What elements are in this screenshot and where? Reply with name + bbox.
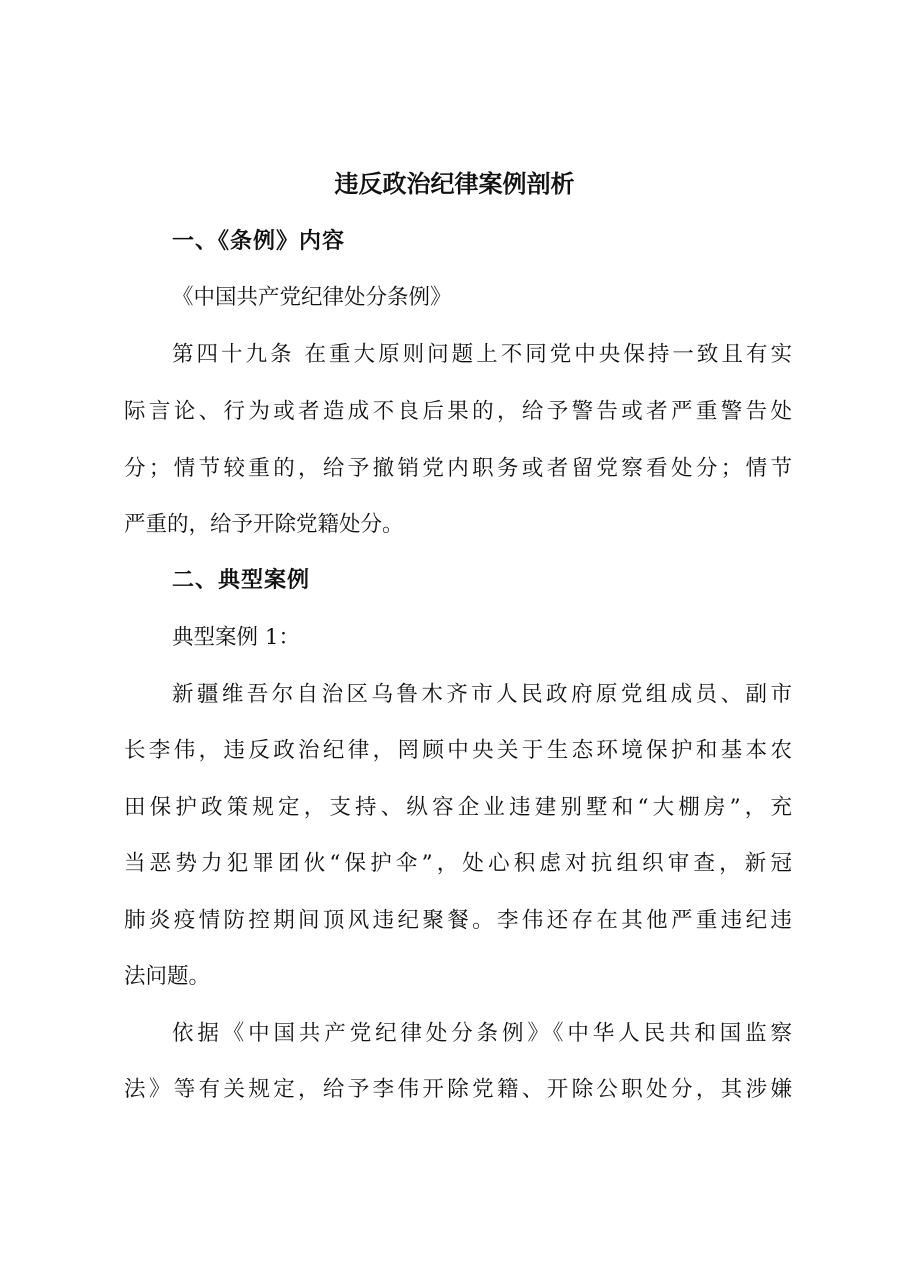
- section-heading-cases: 二、典型案例: [172, 568, 311, 593]
- basis-line: 法》等有关规定，给予李伟开除党籍、开除公职处分，其涉嫌: [124, 1077, 792, 1102]
- article-line: 分；情节较重的，给予撤销党内职务或者留党察看处分；情节: [124, 456, 792, 481]
- case-line: 当恶势力犯罪团伙“保护伞”，处心积虑对抗组织审查，新冠: [124, 851, 792, 876]
- article-line: 严重的，给予开除党籍处分。: [124, 512, 404, 537]
- case-label: 典型案例 1：: [172, 625, 301, 650]
- basis-line: 依据《中国共产党纪律处分条例》《中华人民共和国监察: [172, 1021, 792, 1046]
- regulation-source: 《中国共产党纪律处分条例》: [172, 285, 452, 310]
- article-line: 际言论、行为或者造成不良后果的，给予警告或者严重警告处: [124, 399, 792, 424]
- case-line: 肺炎疫情防控期间顶风违纪聚餐。李伟还存在其他严重违纪违: [124, 908, 792, 933]
- section-heading-regulation: 一、《条例》内容: [172, 229, 346, 254]
- case-line: 法问题。: [124, 964, 211, 989]
- case-line: 长李伟，违反政治纪律，罔顾中央关于生态环境保护和基本农: [124, 738, 792, 763]
- article-line: 第四十九条 在重大原则问题上不同党中央保持一致且有实: [172, 342, 792, 367]
- case-line: 田保护政策规定，支持、纵容企业违建别墅和“大棚房”，充: [124, 795, 792, 820]
- case-line: 新疆维吾尔自治区乌鲁木齐市人民政府原党组成员、副市: [172, 682, 792, 707]
- document-title: 违反政治纪律案例剖析: [334, 169, 575, 198]
